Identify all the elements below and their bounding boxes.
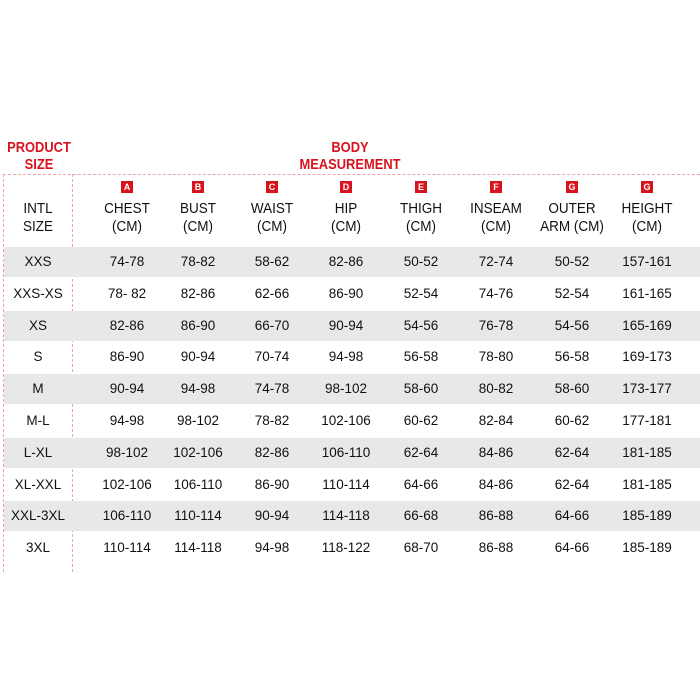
measurement-cell: 102-106 [102, 476, 152, 492]
measurement-cell: 66-70 [254, 317, 290, 333]
measurement-cell: 82-86 [254, 444, 290, 460]
size-label-cell: XS [28, 317, 48, 333]
heading-line: PRODUCT [7, 139, 71, 156]
measurement-cell: 102-106 [173, 444, 223, 460]
measurement-cell: 161-165 [622, 285, 672, 301]
size-label-cell: XXL-3XL [10, 508, 66, 524]
measurement-cell: 94-98 [328, 349, 364, 365]
measurement-cell: 54-56 [554, 317, 590, 333]
table-row [4, 533, 700, 563]
column-header-line: (CM) [183, 218, 213, 235]
column-header-line: (CM) [406, 218, 436, 235]
measurement-badge: F [490, 181, 502, 193]
measurement-cell: 64-66 [554, 540, 590, 556]
measurement-cell: 94-98 [180, 381, 216, 397]
measurement-cell: 72-74 [478, 254, 514, 269]
column-header [251, 200, 293, 236]
measurement-badge: A [121, 181, 133, 193]
measurement-cell: 106-110 [102, 508, 152, 524]
measurement-cell: 68-70 [403, 540, 439, 556]
column-header [400, 200, 442, 236]
column-header-line: (CM) [481, 218, 511, 235]
measurement-cell: 86-88 [478, 540, 514, 556]
measurement-cell: 74-78 [254, 381, 290, 397]
measurement-cell: 98-102 [176, 413, 220, 428]
measurement-cell: 58-60 [403, 381, 439, 397]
measurement-cell: 74-76 [478, 285, 514, 301]
heading-line: BODY [331, 139, 369, 156]
measurement-cell: 82-84 [478, 413, 514, 428]
column-header [180, 200, 216, 236]
measurement-badge: E [415, 181, 427, 193]
table-row [4, 438, 700, 468]
measurement-cell: 82-86 [109, 317, 145, 333]
measurement-cell: 90-94 [109, 381, 145, 397]
measurement-cell: 102-106 [321, 413, 371, 428]
measurement-cell: 82-86 [328, 254, 364, 269]
column-header-line: (CM) [632, 218, 662, 235]
column-header-line: HEIGHT [621, 200, 673, 217]
measurement-cell: 80-82 [478, 381, 514, 397]
measurement-cell: 86-90 [180, 317, 216, 333]
measurement-cell: 56-58 [403, 349, 439, 365]
measurement-cell: 58-60 [554, 381, 590, 397]
measurement-cell: 181-185 [622, 476, 672, 492]
size-label-cell: M [32, 381, 44, 397]
measurement-cell: 177-181 [622, 413, 672, 428]
table-top-divider [3, 174, 700, 175]
measurement-cell: 165-169 [622, 317, 672, 333]
measurement-cell: 157-161 [622, 254, 672, 269]
measurement-cell: 185-189 [622, 508, 672, 524]
column-header-line: (CM) [331, 218, 361, 235]
measurement-cell: 62-64 [554, 476, 590, 492]
table-row [4, 406, 700, 436]
heading-line: SIZE [24, 156, 54, 173]
column-header [470, 200, 522, 236]
column-header-line: THIGH [399, 200, 443, 217]
column-header [621, 200, 672, 236]
body-measurement-heading [290, 139, 410, 173]
column-header-line: (CM) [111, 218, 142, 235]
column-header-line: SIZE [22, 218, 54, 235]
table-row [4, 501, 700, 531]
measurement-cell: 78-80 [478, 349, 514, 365]
column-header-line: ARM (CM) [540, 218, 604, 235]
measurement-cell: 56-58 [554, 349, 590, 365]
size-label-cell: XXS [24, 254, 52, 269]
measurement-cell: 50-52 [403, 254, 439, 269]
column-header-line: INTL [23, 200, 53, 217]
measurement-cell: 185-189 [622, 540, 672, 556]
table-row [4, 279, 700, 309]
size-label-cell: 3XL [25, 540, 51, 556]
column-header-line: OUTER [548, 200, 596, 217]
measurement-badge: G [566, 181, 578, 193]
measurement-cell: 90-94 [328, 317, 364, 333]
measurement-cell: 90-94 [254, 508, 290, 524]
measurement-cell: 60-62 [554, 413, 590, 428]
measurement-cell: 64-66 [554, 508, 590, 524]
size-label-cell: XXS-XS [13, 285, 63, 301]
measurement-cell: 78-82 [180, 254, 216, 269]
column-header-line: HIP [334, 200, 358, 217]
column-header [331, 200, 361, 236]
measurement-cell: 114-118 [322, 508, 370, 524]
measurement-cell: 50-52 [554, 254, 590, 269]
table-row [4, 247, 700, 277]
measurement-badge: C [266, 181, 278, 193]
measurement-cell: 58-62 [254, 254, 290, 269]
table-row [4, 311, 700, 341]
column-header-line: (CM) [257, 218, 287, 235]
measurement-cell: 82-86 [180, 285, 216, 301]
measurement-cell: 98-102 [324, 381, 368, 397]
size-label-cell: XL-XXL [14, 476, 62, 492]
measurement-cell: 169-173 [622, 349, 672, 365]
measurement-cell: 78-82 [254, 413, 290, 428]
measurement-cell: 54-56 [403, 317, 439, 333]
measurement-cell: 173-177 [622, 381, 672, 397]
measurement-cell: 84-86 [478, 476, 514, 492]
measurement-cell: 64-66 [403, 476, 439, 492]
measurement-cell: 60-62 [403, 413, 439, 428]
size-label-cell: S [33, 349, 43, 365]
measurement-cell: 86-90 [328, 285, 364, 301]
measurement-cell: 114-118 [174, 540, 222, 556]
measurement-cell: 106-110 [321, 444, 371, 460]
measurement-cell: 94-98 [254, 540, 290, 556]
measurement-cell: 86-90 [254, 476, 290, 492]
column-header-line: INSEAM [470, 200, 522, 217]
measurement-badge: D [340, 181, 352, 193]
column-header-line: BUST [179, 200, 217, 217]
column-header [23, 200, 53, 236]
measurement-cell: 181-185 [622, 444, 672, 460]
measurement-cell: 84-86 [478, 444, 514, 460]
column-header-line: CHEST [104, 200, 150, 217]
column-header [540, 200, 604, 236]
measurement-cell: 62-64 [554, 444, 590, 460]
table-row [4, 374, 700, 404]
column-header [104, 200, 150, 236]
size-label-cell: L-XL [23, 444, 53, 460]
heading-line: MEASUREMENT [299, 156, 401, 173]
measurement-badge: G [641, 181, 653, 193]
measurement-cell: 110-114 [322, 476, 370, 492]
measurement-cell: 90-94 [180, 349, 216, 365]
product-size-heading [5, 139, 72, 173]
measurement-cell: 86-90 [109, 349, 145, 365]
measurement-cell: 52-54 [403, 285, 439, 301]
measurement-cell: 118-122 [321, 540, 371, 556]
measurement-cell: 62-66 [254, 285, 290, 301]
measurement-cell: 110-114 [103, 540, 151, 556]
measurement-badge: B [192, 181, 204, 193]
measurement-cell: 66-68 [403, 508, 439, 524]
measurement-cell: 74-78 [109, 254, 145, 269]
column-header-line: WAIST [250, 200, 294, 217]
measurement-cell: 76-78 [478, 317, 514, 333]
measurement-cell: 110-114 [174, 508, 222, 524]
table-row [4, 342, 700, 372]
measurement-cell: 106-110 [173, 476, 223, 492]
measurement-cell: 62-64 [403, 444, 439, 460]
measurement-cell: 52-54 [554, 285, 590, 301]
table-row [4, 470, 700, 500]
measurement-cell: 94-98 [109, 413, 145, 428]
measurement-cell: 86-88 [478, 508, 514, 524]
measurement-cell: 70-74 [254, 349, 290, 365]
size-label-cell: M-L [26, 413, 50, 428]
measurement-cell: 78- 82 [107, 285, 147, 301]
measurement-cell: 98-102 [105, 444, 149, 460]
